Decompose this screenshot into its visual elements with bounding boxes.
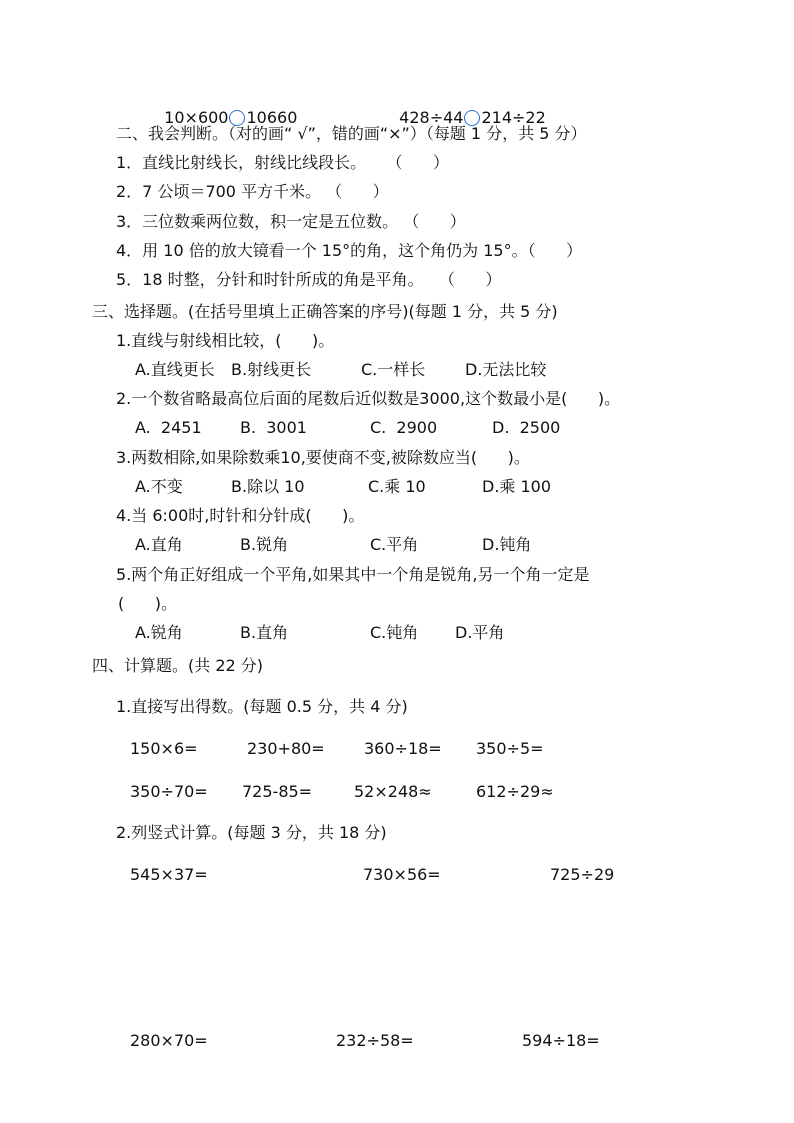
compare-left-a: 10×600 bbox=[164, 108, 229, 127]
calc-r2-c1: 350÷70= bbox=[130, 782, 208, 801]
choice-q2-a: A. 2451 bbox=[135, 418, 202, 437]
judge-item-4: 4．用 10 倍的放大镜看一个 15°的角，这个角仍为 15°。（ ） bbox=[116, 241, 583, 260]
compare-right-a: 428÷44 bbox=[399, 108, 464, 127]
choice-q3-d: D.乘 100 bbox=[482, 477, 552, 496]
calc-sub1-title: 1.直接写出得数。(每题 0.5 分，共 4 分) bbox=[116, 697, 408, 716]
calc-r1-c1: 150×6= bbox=[130, 739, 198, 758]
calc-r1-c4: 350÷5= bbox=[476, 739, 544, 758]
choice-q2-b: B. 3001 bbox=[240, 418, 307, 437]
compare-right-b: 214÷22 bbox=[481, 108, 546, 127]
choice-q5-c: C.钝角 bbox=[370, 623, 419, 642]
choice-q1-c: C.一样长 bbox=[361, 360, 426, 379]
compare-right bbox=[389, 88, 546, 128]
choice-q4-c: C.平角 bbox=[370, 535, 419, 554]
section4-title: 四、计算题。(共 22 分) bbox=[92, 656, 264, 675]
judge-item-2: 2．7 公顷＝700 平方千米。 （ ） bbox=[116, 182, 389, 201]
judge-item-1: 1．直线比射线长，射线比线段长。 （ ） bbox=[116, 153, 450, 172]
compare-left bbox=[154, 88, 297, 128]
choice-q3-stem: 3.两数相除,如果除数乘10,要使商不变,被除数应当( )。 bbox=[116, 448, 530, 467]
choice-q2-d: D. 2500 bbox=[492, 418, 561, 437]
choice-q1-a: A.直线更长 bbox=[135, 360, 215, 379]
calc-r3-c3: 725÷29 bbox=[550, 865, 615, 884]
calc-r3-c1: 545×37= bbox=[130, 865, 208, 884]
choice-q2-stem: 2.一个数省略最高位后面的尾数后近似数是3000,这个数最小是( )。 bbox=[116, 389, 621, 408]
calc-r3-c2: 730×56= bbox=[363, 865, 441, 884]
choice-q2-c: C. 2900 bbox=[370, 418, 438, 437]
choice-q4-a: A.直角 bbox=[135, 535, 183, 554]
choice-q3-a: A.不变 bbox=[135, 477, 183, 496]
calc-r2-c3: 52×248≈ bbox=[354, 782, 432, 801]
choice-q5-stem: 5.两个角正好组成一个平角,如果其中一个角是锐角,另一个角一定是 bbox=[116, 565, 590, 584]
choice-q5-d: D.平角 bbox=[455, 623, 505, 642]
calc-r4-c2: 232÷58= bbox=[336, 1031, 414, 1050]
choice-q4-d: D.钝角 bbox=[482, 535, 532, 554]
judge-item-3: 3．三位数乘两位数，积一定是五位数。 （ ） bbox=[116, 212, 466, 231]
compare-left-b: 10660 bbox=[246, 108, 298, 127]
section3-title: 三、选择题。(在括号里填上正确答案的序号)(每题 1 分，共 5 分) bbox=[92, 302, 558, 321]
choice-q5-a: A.锐角 bbox=[135, 623, 183, 642]
choice-q3-c: C.乘 10 bbox=[368, 477, 426, 496]
calc-r1-c2: 230+80= bbox=[247, 739, 325, 758]
choice-q5-stem-cont: ( )。 bbox=[118, 594, 178, 613]
choice-q4-stem: 4.当 6:00时,时针和分针成( )。 bbox=[116, 506, 365, 525]
calc-r4-c1: 280×70= bbox=[130, 1031, 208, 1050]
choice-q5-b: B.直角 bbox=[240, 623, 289, 642]
choice-q3-b: B.除以 10 bbox=[231, 477, 305, 496]
calc-r2-c4: 612÷29≈ bbox=[476, 782, 554, 801]
calc-r1-c3: 360÷18= bbox=[364, 739, 442, 758]
calc-r2-c2: 725-85= bbox=[242, 782, 313, 801]
calc-r4-c3: 594÷18= bbox=[522, 1031, 600, 1050]
judge-item-5: 5．18 时整，分针和时针所成的角是平角。 （ ） bbox=[116, 270, 502, 289]
choice-q1-d: D.无法比较 bbox=[465, 360, 547, 379]
choice-q4-b: B.锐角 bbox=[240, 535, 289, 554]
section2-title: 二、我会判断。（对的画“ √”，错的画“×”）（每题 1 分，共 5 分） bbox=[116, 124, 587, 143]
calc-sub2-title: 2.列竖式计算。(每题 3 分，共 18 分) bbox=[116, 823, 387, 842]
choice-q1-stem: 1.直线与射线相比较，( )。 bbox=[116, 331, 335, 350]
choice-q1-b: B.射线更长 bbox=[231, 360, 312, 379]
